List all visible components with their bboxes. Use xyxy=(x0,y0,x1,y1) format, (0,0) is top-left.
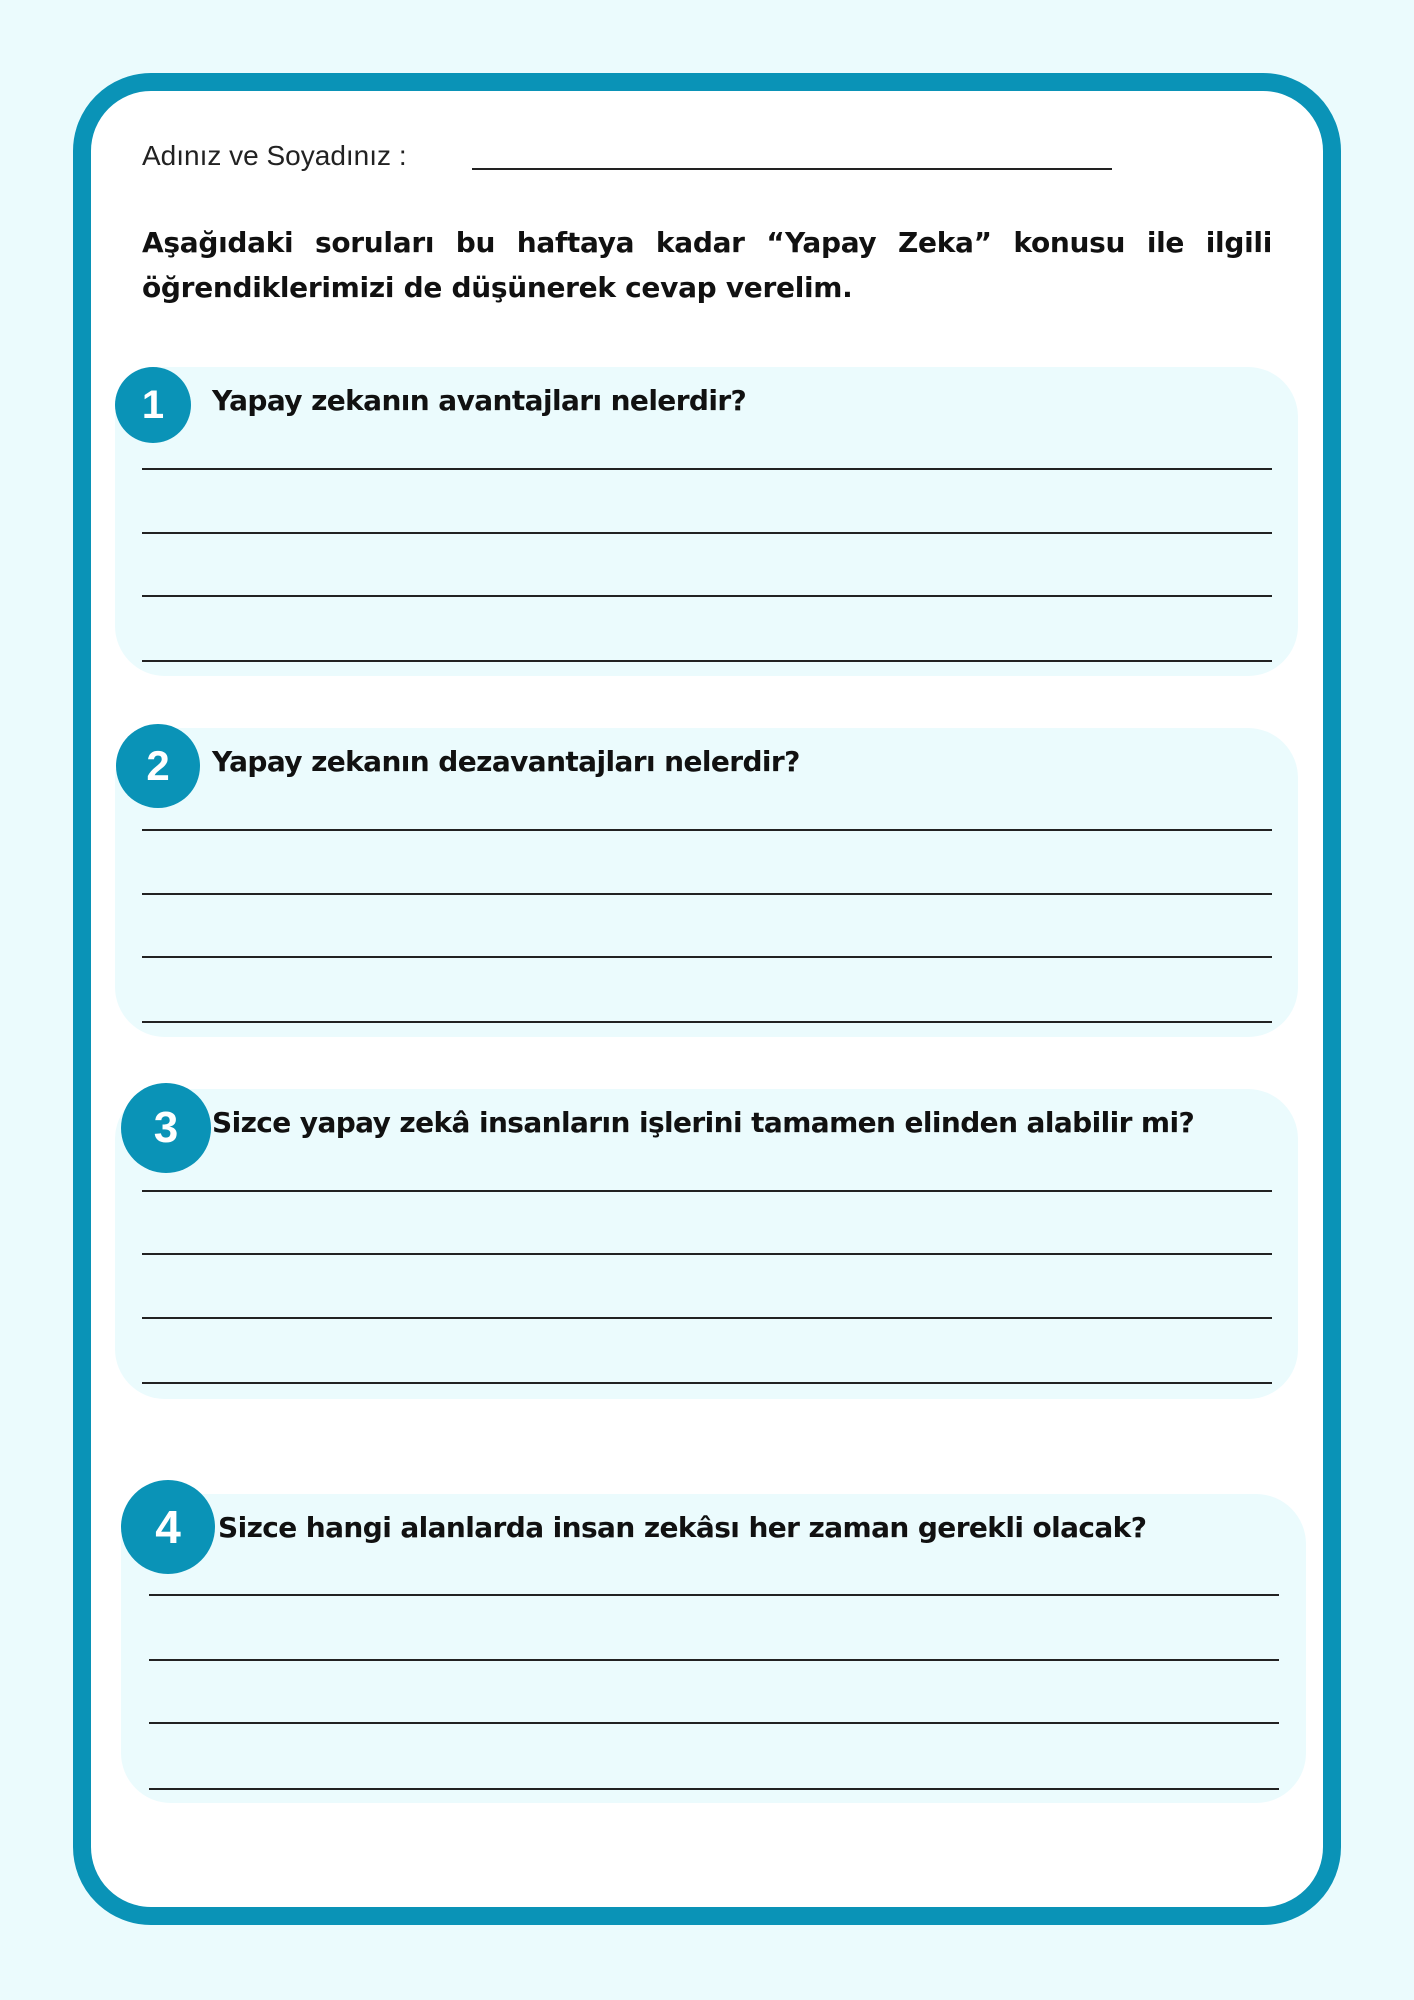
question-number-badge: 4 xyxy=(121,1480,215,1574)
answer-line[interactable] xyxy=(142,1253,1272,1255)
answer-line[interactable] xyxy=(142,595,1272,597)
question-text: Sizce yapay zekâ insanların işlerini tamamen elinden alabilir mi? xyxy=(212,1106,1195,1139)
question-text: Yapay zekanın avantajları nelerdir? xyxy=(212,384,747,417)
answer-line[interactable] xyxy=(142,829,1272,831)
answer-line[interactable] xyxy=(149,1594,1279,1596)
name-label: Adınız ve Soyadınız : xyxy=(142,140,407,171)
question-number-badge: 3 xyxy=(121,1083,211,1173)
instructions: Aşağıdaki soruları bu haftaya kadar “Yapay Zeka” konusu ile ilgili öğrendiklerimizi de düşünerek cevap verelim. xyxy=(142,226,1272,304)
answer-line[interactable] xyxy=(142,1190,1272,1192)
answer-line[interactable] xyxy=(142,660,1272,662)
answer-line[interactable] xyxy=(142,1317,1272,1319)
name-input-line[interactable] xyxy=(472,168,1112,170)
answer-line[interactable] xyxy=(142,1382,1272,1384)
answer-line[interactable] xyxy=(149,1722,1279,1724)
answer-line[interactable] xyxy=(142,468,1272,470)
question-text: Sizce hangi alanlarda insan zekâsı her zaman gerekli olacak? xyxy=(218,1511,1147,1544)
question-number-badge: 1 xyxy=(115,367,191,443)
answer-line[interactable] xyxy=(142,893,1272,895)
question-number-badge: 2 xyxy=(116,724,200,808)
answer-line[interactable] xyxy=(149,1659,1279,1661)
answer-line[interactable] xyxy=(142,532,1272,534)
answer-line[interactable] xyxy=(142,1021,1272,1023)
question-text: Yapay zekanın dezavantajları nelerdir? xyxy=(212,745,800,778)
answer-line[interactable] xyxy=(149,1788,1279,1790)
answer-line[interactable] xyxy=(142,956,1272,958)
